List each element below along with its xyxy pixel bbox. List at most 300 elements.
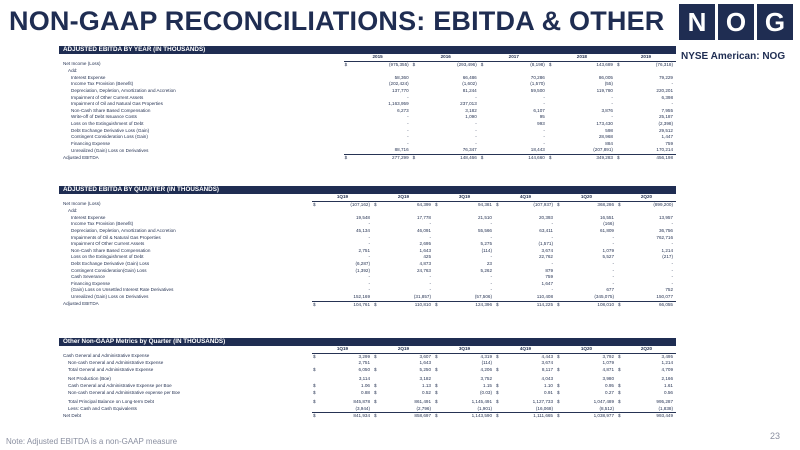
table-header-row (59, 346, 676, 353)
table-cell: 3,674 (541, 247, 553, 253)
table-cell: 1,214 (661, 360, 673, 366)
dollar-sign (495, 274, 503, 281)
dollar-sign (617, 406, 625, 413)
table-row (59, 134, 676, 141)
dollar-sign (495, 254, 503, 261)
dollar-sign (434, 376, 442, 383)
dollar-sign (495, 208, 503, 215)
dollar-sign (434, 221, 442, 228)
table-cell: - (368, 274, 370, 280)
table-cell: - (490, 280, 492, 286)
table-cell: 25,187 (658, 114, 673, 120)
table-cell (381, 208, 434, 215)
dollar-sign (548, 134, 556, 141)
table-cell: - (368, 221, 370, 227)
dollar-sign (434, 360, 442, 367)
dollar-sign (495, 281, 503, 288)
table-cell: - (429, 274, 431, 280)
table-row (59, 367, 676, 374)
table-cell: - (551, 221, 553, 227)
table-cell: 152,169 (353, 293, 370, 299)
dollar-sign (495, 221, 503, 228)
row-label: Impairment of Oil and Natural Gas Properties (71, 101, 163, 107)
dollar-sign (344, 101, 352, 108)
dollar-sign: $ (434, 301, 442, 308)
table-cell: 2,166 (661, 376, 673, 382)
total-row (59, 413, 676, 420)
table-row (59, 147, 676, 154)
table-cell: 4,709 (661, 366, 673, 372)
table-cell: 349,283 (556, 154, 616, 161)
table-row (59, 294, 676, 301)
dollar-sign (312, 228, 320, 235)
dollar-sign (556, 241, 564, 248)
table-cell: 108,010 (564, 301, 617, 308)
table-cell: - (671, 241, 673, 247)
dollar-sign (616, 81, 624, 88)
dollar-sign: $ (312, 301, 320, 308)
dollar-sign (480, 108, 488, 115)
table-cell: (2,398) (658, 120, 673, 126)
dollar-sign (617, 241, 625, 248)
table-cell: (975,355) (388, 61, 409, 67)
total-row (59, 301, 676, 308)
table-cell: (202,424) (388, 81, 409, 87)
dollar-sign (480, 81, 488, 88)
table-cell: 762,716 (656, 234, 673, 240)
table-row (59, 228, 676, 235)
table-cell: 3,752 (480, 376, 492, 382)
dollar-sign (312, 221, 320, 228)
row-label: Less: Cash and Cash Equivalents (68, 406, 137, 411)
table-cell: (217) (662, 254, 673, 260)
dollar-sign (495, 228, 503, 235)
dollar-sign (548, 95, 556, 102)
table-cell: 173,430 (596, 120, 613, 126)
dollar-sign (373, 215, 381, 222)
row-label: Interest Expense (71, 214, 106, 220)
table-cell: - (671, 221, 673, 227)
table-cell: - (429, 287, 431, 293)
dollar-sign (373, 228, 381, 235)
dollar-sign (312, 287, 320, 294)
table-row (59, 399, 676, 406)
table-cell: 0.88 (361, 389, 370, 395)
dollar-sign (344, 75, 352, 82)
row-label: Contingent Consideration Loss (Gain) (71, 134, 148, 140)
dollar-sign (412, 88, 420, 95)
table-cell (556, 68, 616, 75)
dollar-sign (312, 360, 320, 367)
table-cell: 28,968 (598, 134, 613, 140)
dollar-sign (312, 376, 320, 383)
dollar-sign (556, 254, 564, 261)
dollar-sign: $ (313, 366, 316, 372)
table-cell: 1,111,665 (503, 413, 556, 420)
column-header: 1Q20 (556, 346, 617, 353)
dollar-sign (617, 281, 625, 288)
dollar-sign: $ (374, 399, 377, 405)
table-cell: - (551, 287, 553, 293)
row-label: Impairment Of Other Current Assets (71, 241, 145, 247)
table-row (59, 241, 676, 248)
dollar-sign (556, 376, 564, 383)
table-row (59, 268, 676, 275)
table-cell: (57,506) (474, 293, 492, 299)
row-label: Contingent Consideration(Gain) Loss (71, 267, 147, 273)
row-label: Interest Expense (71, 74, 106, 80)
table-row (59, 360, 676, 367)
dollar-sign (373, 274, 381, 281)
table-cell: 5,527 (602, 254, 614, 260)
dollar-sign (480, 147, 488, 154)
dollar-sign (495, 287, 503, 294)
table-row (59, 75, 676, 82)
dollar-sign (617, 376, 625, 383)
table-cell: - (671, 274, 673, 280)
dollar-sign: $ (496, 399, 499, 405)
table-cell: 3,182 (419, 376, 431, 382)
dollar-sign: $ (557, 382, 560, 388)
dollar-sign (412, 95, 420, 102)
table-cell: 6,273 (397, 107, 409, 113)
dollar-sign (373, 281, 381, 288)
row-label: Net Income (Loss) (63, 61, 101, 67)
table-cell: 993,449 (625, 413, 676, 420)
logo-letter: O (718, 4, 754, 40)
table-cell (488, 68, 548, 75)
table-cell: 13,957 (658, 214, 673, 220)
dollar-sign: $ (495, 301, 503, 308)
table-cell: 4,319 (480, 353, 492, 359)
dollar-sign (616, 88, 624, 95)
table-cell: 79,229 (658, 74, 673, 80)
dollar-sign (373, 287, 381, 294)
table-cell: - (490, 234, 492, 240)
table-cell: - (407, 134, 409, 140)
dollar-sign (434, 248, 442, 255)
table-cell: - (611, 101, 613, 107)
dollar-sign (434, 254, 442, 261)
table-cell: (1,571) (538, 241, 553, 247)
dollar-sign (480, 101, 488, 108)
dollar-sign: $ (618, 353, 621, 359)
dollar-sign: $ (548, 154, 556, 161)
column-header: 2018 (548, 54, 616, 61)
column-header: 2019 (616, 54, 676, 61)
dollar-sign (412, 128, 420, 135)
table-row (59, 215, 676, 222)
table-cell (625, 208, 676, 215)
dollar-sign (312, 248, 320, 255)
table-row (59, 88, 676, 95)
company-logo (679, 4, 793, 40)
table-cell: 677 (606, 287, 614, 293)
dollar-sign (412, 114, 420, 121)
table-cell: (107,162) (350, 201, 370, 207)
table-row (59, 281, 676, 288)
dollar-sign (344, 141, 352, 148)
row-label: Non-cash General and Administrative expense per Boe (68, 389, 181, 395)
table-row (59, 108, 676, 115)
dollar-sign (556, 208, 564, 215)
row-label: Depreciation, Depletion, Amortization and Accretion (71, 87, 176, 93)
dollar-sign: $ (557, 201, 560, 207)
table-cell: - (612, 234, 614, 240)
table-cell (420, 68, 480, 75)
table-row (59, 121, 676, 128)
table-cell: 368,286 (597, 201, 614, 207)
table-row (59, 376, 676, 383)
dollar-sign (556, 281, 564, 288)
table-cell: 1,047,489 (593, 399, 614, 405)
dollar-sign (373, 221, 381, 228)
table-cell: 88,716 (394, 147, 409, 153)
table-cell: - (368, 241, 370, 247)
table-row (59, 235, 676, 242)
dollar-sign: $ (557, 353, 560, 359)
table-cell: (8,512) (599, 405, 614, 411)
other-metrics-table (59, 346, 676, 420)
table-cell: (345,075) (594, 293, 614, 299)
table-cell: 759 (665, 140, 673, 146)
section-other-metrics (59, 338, 676, 420)
dollar-sign: $ (618, 389, 621, 395)
dollar-sign (556, 360, 564, 367)
dollar-sign (434, 287, 442, 294)
table-cell: - (543, 134, 545, 140)
dollar-sign (556, 221, 564, 228)
row-label: Cash Severance (71, 274, 105, 280)
dollar-sign: $ (412, 61, 416, 67)
dollar-sign (556, 228, 564, 235)
table-cell: 61,809 (599, 227, 614, 233)
dollar-sign: $ (480, 154, 488, 161)
table-cell: 841,934 (320, 413, 373, 420)
table-cell: 1.15 (483, 382, 492, 388)
dollar-sign (617, 215, 625, 222)
table-cell: (166) (603, 221, 614, 227)
dollar-sign (373, 248, 381, 255)
dollar-sign (617, 208, 625, 215)
table-cell: 3,182 (465, 107, 477, 113)
dollar-sign (495, 241, 503, 248)
section-title: Other Non-GAAP Metrics by Quarter (IN THOUSANDS) (59, 338, 676, 346)
dollar-sign (616, 128, 624, 135)
table-cell: 0.56 (664, 389, 673, 395)
dollar-sign (312, 294, 320, 301)
dollar-sign: $ (548, 61, 552, 67)
dollar-sign: $ (412, 154, 420, 161)
row-label: Impairment of Other Current Assets (71, 94, 144, 100)
dollar-sign (556, 215, 564, 222)
table-cell: 137,770 (392, 87, 409, 93)
dollar-sign (312, 261, 320, 268)
row-label: (Gain) Loss on Unsettled Interest Rate Derivatives (71, 287, 174, 293)
column-header: 2Q19 (373, 194, 434, 201)
table-cell: 4,443 (541, 353, 553, 359)
table-cell: - (612, 260, 614, 266)
dollar-sign (344, 134, 352, 141)
dollar-sign (412, 141, 420, 148)
dollar-sign (495, 215, 503, 222)
dollar-sign (434, 281, 442, 288)
dollar-sign (495, 268, 503, 275)
dollar-sign: $ (313, 353, 316, 359)
table-cell: - (612, 274, 614, 280)
table-cell: (114) (481, 360, 492, 366)
dollar-sign: $ (557, 389, 560, 395)
column-header: 1Q20 (556, 194, 617, 201)
dollar-sign (412, 75, 420, 82)
table-cell: - (368, 280, 370, 286)
row-label: Cash General and Administrative Expense per Boe (68, 382, 172, 388)
table-cell: 104,761 (320, 301, 373, 308)
row-label: Income Tax Provision (Benefit) (71, 221, 134, 227)
table-cell: 1.06 (361, 382, 370, 388)
table-row (59, 114, 676, 121)
dollar-sign (480, 121, 488, 128)
dollar-sign (495, 406, 503, 413)
dollar-sign (312, 241, 320, 248)
table-cell: (1,392) (355, 267, 370, 273)
dollar-sign (548, 88, 556, 95)
dollar-sign: $ (435, 366, 438, 372)
column-header: 1Q19 (312, 346, 373, 353)
table-row (59, 248, 676, 255)
row-label: Net Income (Loss) (63, 201, 101, 207)
table-cell: 66,486 (462, 74, 477, 80)
column-header: 2Q19 (373, 346, 434, 353)
dollar-sign: $ (616, 154, 624, 161)
table-row (59, 201, 676, 208)
table-cell: - (612, 280, 614, 286)
table-cell: - (671, 267, 673, 273)
dollar-sign (480, 95, 488, 102)
table-cell: 3,792 (602, 353, 614, 359)
dollar-sign: $ (312, 413, 320, 420)
dollar-sign (373, 254, 381, 261)
ebitda-year-table (59, 54, 676, 162)
table-cell: 70,286 (530, 74, 545, 80)
row-label: Write-off of Debt Issuance Costs (71, 114, 137, 120)
table-cell: - (490, 221, 492, 227)
table-cell: 95 (539, 114, 545, 120)
row-label: Non-Cash Share Based Compensation (71, 247, 151, 253)
table-cell: (114) (481, 247, 492, 253)
table-cell: 6,398 (661, 94, 673, 100)
dollar-sign (412, 147, 420, 154)
dollar-sign (344, 88, 352, 95)
dollar-sign (373, 261, 381, 268)
table-cell: 3,607 (419, 353, 431, 359)
table-cell: (55) (604, 81, 613, 87)
dollar-sign (312, 254, 320, 261)
table-cell: 4,043 (541, 376, 553, 382)
table-cell: 3,674 (541, 360, 553, 366)
table-cell: 150,077 (656, 293, 673, 299)
table-cell: 110,810 (381, 301, 434, 308)
dollar-sign: $ (556, 301, 564, 308)
column-header: 1Q19 (312, 194, 373, 201)
table-cell: (1,901) (477, 405, 492, 411)
dollar-sign (616, 108, 624, 115)
dollar-sign (434, 241, 442, 248)
table-cell: 94,381 (477, 201, 492, 207)
table-cell: 17,778 (416, 214, 431, 220)
table-cell: 1,647 (541, 280, 553, 286)
dollar-sign (373, 294, 381, 301)
dollar-sign (434, 261, 442, 268)
dollar-sign (434, 268, 442, 275)
dollar-sign: $ (495, 413, 503, 420)
dollar-sign: $ (435, 382, 438, 388)
dollar-sign (373, 376, 381, 383)
table-cell: - (671, 101, 673, 107)
dollar-sign (312, 208, 320, 215)
dollar-sign: $ (496, 201, 499, 207)
dollar-sign (434, 215, 442, 222)
table-row (59, 353, 676, 360)
dollar-sign: $ (313, 201, 316, 207)
table-cell: (293,496) (457, 61, 477, 67)
table-cell: (16,068) (535, 405, 553, 411)
table-cell: 1,447 (661, 134, 673, 140)
table-cell: - (429, 280, 431, 286)
dollar-sign: $ (618, 201, 621, 207)
dollar-sign: $ (616, 61, 620, 67)
dollar-sign (617, 287, 625, 294)
table-cell: 8,117 (541, 366, 553, 372)
table-row (59, 81, 676, 88)
table-header-row (59, 54, 676, 61)
dollar-sign: $ (344, 61, 348, 67)
section-ebitda-by-year (59, 46, 676, 162)
row-label: Financing Expense (71, 140, 111, 146)
table-cell: - (429, 234, 431, 240)
table-cell: (2,796) (416, 405, 431, 411)
table-cell: 3,299 (358, 353, 370, 359)
row-label: Unrealized (Gain) Loss on Derivatives (71, 147, 149, 153)
dollar-sign (617, 294, 625, 301)
dollar-sign: $ (557, 399, 560, 405)
table-cell: - (475, 120, 477, 126)
dollar-sign (344, 147, 352, 154)
table-cell: 3,114 (358, 376, 370, 382)
dollar-sign (312, 268, 320, 275)
table-cell: 2,695 (419, 241, 431, 247)
dollar-sign (616, 147, 624, 154)
dollar-sign (617, 235, 625, 242)
table-row (59, 261, 676, 268)
table-cell: 20,393 (538, 214, 553, 220)
table-cell: 2,751 (358, 360, 370, 366)
table-cell: 124,396 (442, 301, 495, 308)
table-row (59, 68, 676, 75)
table-cell: - (407, 127, 409, 133)
dollar-sign (344, 128, 352, 135)
dollar-sign (373, 241, 381, 248)
dollar-sign (556, 248, 564, 255)
row-label: Impairments of Oil & Natural Gas Properties (71, 234, 161, 240)
table-cell: 81,244 (462, 87, 477, 93)
dollar-sign (617, 274, 625, 281)
dollar-sign (617, 228, 625, 235)
dollar-sign (312, 215, 320, 222)
table-cell: - (475, 134, 477, 140)
dollar-sign (373, 268, 381, 275)
table-cell: - (475, 127, 477, 133)
